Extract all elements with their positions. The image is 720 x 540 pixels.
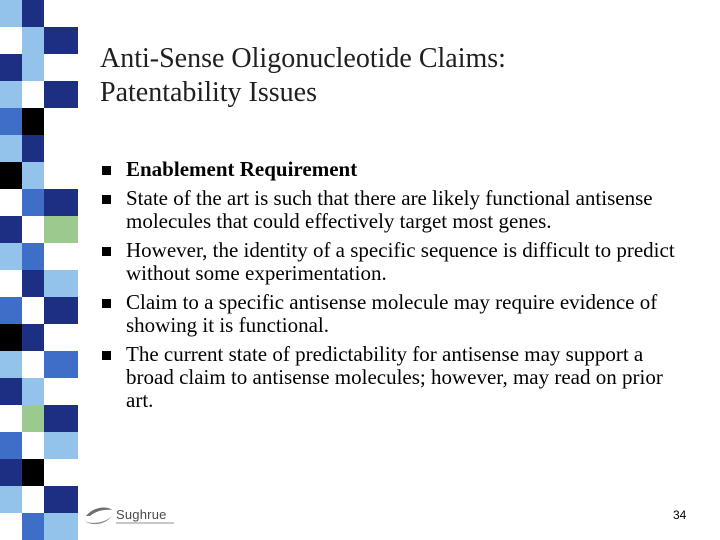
strip-block <box>44 0 78 27</box>
strip-block <box>22 486 44 513</box>
strip-block <box>44 27 78 54</box>
bullet-item <box>102 291 682 337</box>
strip-block <box>0 432 22 459</box>
strip-block <box>0 270 22 297</box>
strip-block <box>44 81 78 108</box>
strip-block <box>44 378 78 405</box>
strip-block <box>22 27 44 54</box>
strip-block <box>22 378 44 405</box>
strip-block <box>44 297 78 324</box>
strip-block <box>44 243 78 270</box>
square-bullet-icon <box>102 351 111 360</box>
strip-block <box>22 324 44 351</box>
strip-block <box>22 189 44 216</box>
strip-block <box>0 27 22 54</box>
strip-block <box>0 486 22 513</box>
strip-block <box>22 0 44 27</box>
strip-block <box>0 54 22 81</box>
strip-block <box>22 243 44 270</box>
slide-title <box>100 42 680 110</box>
strip-block <box>22 351 44 378</box>
strip-block <box>22 81 44 108</box>
strip-block <box>44 324 78 351</box>
square-bullet-icon <box>102 299 111 308</box>
strip-block <box>44 405 78 432</box>
strip-block <box>0 324 22 351</box>
bullet-item <box>102 239 682 285</box>
square-bullet-icon <box>102 195 111 204</box>
bullet-item <box>102 187 682 233</box>
bullet-item <box>102 158 682 181</box>
strip-block <box>22 513 44 540</box>
decorative-color-strip <box>0 0 78 540</box>
bullet-text: State of the art is such that there are likely functional antisense molecules that could effectively target most genes. <box>126 186 653 233</box>
strip-block <box>0 459 22 486</box>
title-line-1: Anti-Sense Oligonucleotide Claims: <box>100 43 506 74</box>
strip-block <box>44 486 78 513</box>
strip-block <box>44 162 78 189</box>
strip-block <box>44 270 78 297</box>
strip-block <box>22 432 44 459</box>
strip-block <box>0 351 22 378</box>
strip-block <box>44 432 78 459</box>
strip-block <box>0 216 22 243</box>
logo-text: Sughrue <box>116 507 167 522</box>
strip-block <box>22 135 44 162</box>
page-number: 34 <box>673 508 687 522</box>
strip-block <box>44 108 78 135</box>
bullet-text: The current state of predictability for antisense may support a broad claim to antisense molecules; however, may read on prior art. <box>126 342 663 412</box>
bullet-text: Enablement Requirement <box>126 157 358 181</box>
strip-block <box>0 108 22 135</box>
strip-block <box>22 459 44 486</box>
strip-block <box>22 216 44 243</box>
strip-block <box>22 297 44 324</box>
strip-block <box>0 0 22 27</box>
strip-block <box>0 162 22 189</box>
strip-block <box>44 459 78 486</box>
bullet-text: However, the identity of a specific sequence is difficult to predict without some experimentation. <box>126 238 675 285</box>
strip-block <box>22 108 44 135</box>
strip-block <box>44 216 78 243</box>
strip-block <box>0 297 22 324</box>
strip-block <box>44 351 78 378</box>
bullet-text: Claim to a specific antisense molecule may require evidence of showing it is functional. <box>126 290 658 337</box>
strip-block <box>22 405 44 432</box>
strip-block <box>44 54 78 81</box>
title-line-2: Patentability Issues <box>100 77 317 108</box>
strip-block <box>0 243 22 270</box>
strip-block <box>0 378 22 405</box>
strip-block <box>0 405 22 432</box>
strip-block <box>44 135 78 162</box>
strip-block <box>22 162 44 189</box>
strip-block <box>0 189 22 216</box>
bullet-item <box>102 343 682 412</box>
strip-block <box>44 189 78 216</box>
strip-block <box>44 513 78 540</box>
strip-block <box>0 135 22 162</box>
strip-block <box>0 513 22 540</box>
square-bullet-icon <box>102 166 111 175</box>
strip-block <box>22 270 44 297</box>
square-bullet-icon <box>102 247 111 256</box>
strip-block <box>22 54 44 81</box>
bullet-list <box>102 158 682 418</box>
strip-block <box>0 81 22 108</box>
